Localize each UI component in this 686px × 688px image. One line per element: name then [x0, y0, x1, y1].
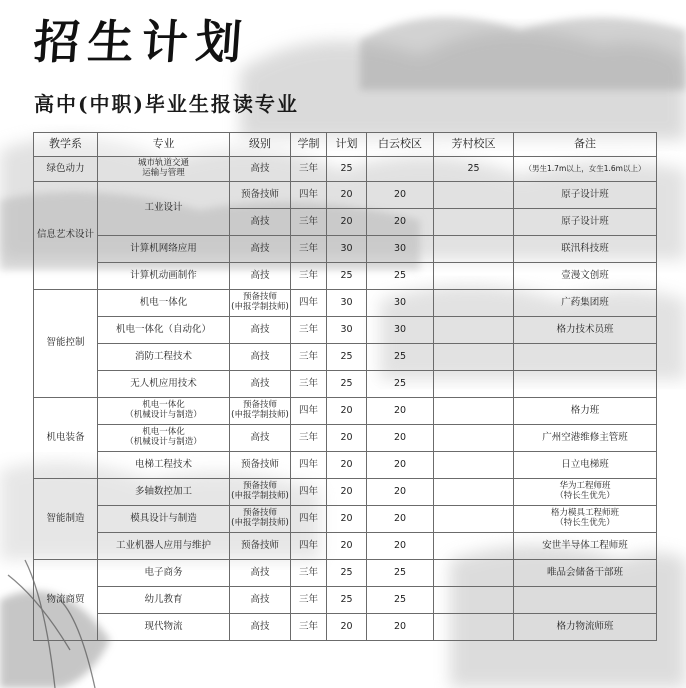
- fangcun-cell: [434, 371, 514, 398]
- table-row: [34, 344, 657, 371]
- page-title: 招生计划: [31, 15, 252, 69]
- baiyun-cell: 25: [367, 587, 434, 614]
- plan-cell: 20: [327, 479, 367, 506]
- table-row: [34, 371, 657, 398]
- major-cell: 多轴数控加工: [98, 479, 230, 506]
- level-cell: 高技: [230, 587, 291, 614]
- fangcun-cell: [434, 317, 514, 344]
- fangcun-cell: [434, 452, 514, 479]
- header-dept: 教学系: [34, 133, 98, 157]
- years-cell: 四年: [291, 290, 327, 317]
- level-cell: 预备技师 (申报学制技师): [230, 398, 291, 425]
- baiyun-cell: 30: [367, 317, 434, 344]
- baiyun-cell: [367, 157, 434, 182]
- table-row: [34, 533, 657, 560]
- note-cell: 日立电梯班: [514, 452, 657, 479]
- years-cell: 三年: [291, 344, 327, 371]
- major-cell: 消防工程技术: [98, 344, 230, 371]
- fangcun-cell: [434, 506, 514, 533]
- level-cell: 高技: [230, 236, 291, 263]
- plan-cell: 20: [327, 506, 367, 533]
- header-fangcun: 芳村校区: [434, 133, 514, 157]
- major-cell: 机电一体化 （机械设计与制造）: [98, 398, 230, 425]
- fangcun-cell: [434, 533, 514, 560]
- plan-cell: 20: [327, 209, 367, 236]
- level-cell: 高技: [230, 614, 291, 641]
- years-cell: 四年: [291, 182, 327, 209]
- fangcun-cell: [434, 560, 514, 587]
- years-cell: 四年: [291, 533, 327, 560]
- plan-cell: 20: [327, 452, 367, 479]
- major-cell: 机电一体化: [98, 290, 230, 317]
- note-cell: 壹漫文创班: [514, 263, 657, 290]
- note-cell: [514, 587, 657, 614]
- header-years: 学制: [291, 133, 327, 157]
- note-cell: 联汛科技班: [514, 236, 657, 263]
- table-row: [34, 157, 657, 182]
- major-cell: 工业机器人应用与维护: [98, 533, 230, 560]
- years-cell: 四年: [291, 452, 327, 479]
- table-row: [34, 182, 657, 209]
- plan-cell: 20: [327, 614, 367, 641]
- baiyun-cell: 20: [367, 182, 434, 209]
- table-header-row: [34, 133, 657, 157]
- baiyun-cell: 20: [367, 533, 434, 560]
- major-cell: 机电一体化（自动化）: [98, 317, 230, 344]
- fangcun-cell: [434, 344, 514, 371]
- header-baiyun: 白云校区: [367, 133, 434, 157]
- baiyun-cell: 25: [367, 560, 434, 587]
- fangcun-cell: [434, 614, 514, 641]
- page-subtitle: 高中(中职)毕业生报读专业: [34, 92, 299, 116]
- table-row: [34, 560, 657, 587]
- years-cell: 三年: [291, 157, 327, 182]
- fangcun-cell: [434, 263, 514, 290]
- years-cell: 三年: [291, 209, 327, 236]
- note-cell: 格力物流师班: [514, 614, 657, 641]
- major-cell: 工业设计: [98, 182, 230, 236]
- years-cell: 四年: [291, 479, 327, 506]
- level-cell: 高技: [230, 209, 291, 236]
- level-cell: 高技: [230, 157, 291, 182]
- level-cell: 预备技师 (申报学制技师): [230, 479, 291, 506]
- level-cell: 预备技师 (申报学制技师): [230, 290, 291, 317]
- note-cell: 原子设计班: [514, 182, 657, 209]
- plan-cell: 25: [327, 157, 367, 182]
- baiyun-cell: 20: [367, 614, 434, 641]
- fangcun-cell: [434, 398, 514, 425]
- major-cell: 电子商务: [98, 560, 230, 587]
- table-row: [34, 263, 657, 290]
- years-cell: 三年: [291, 236, 327, 263]
- enrollment-plan-table: [33, 132, 657, 641]
- plan-cell: 25: [327, 263, 367, 290]
- dept-cell: 机电装备: [34, 398, 98, 479]
- table-row: [34, 398, 657, 425]
- major-cell: 城市轨道交通 运输与管理: [98, 157, 230, 182]
- note-cell: 华为工程师班 （特长生优先）: [514, 479, 657, 506]
- plan-cell: 25: [327, 371, 367, 398]
- dept-cell: 智能制造: [34, 479, 98, 560]
- table-row: [34, 479, 657, 506]
- header-major: 专业: [98, 133, 230, 157]
- fangcun-cell: [434, 479, 514, 506]
- level-cell: 高技: [230, 560, 291, 587]
- baiyun-cell: 25: [367, 371, 434, 398]
- years-cell: 三年: [291, 317, 327, 344]
- level-cell: 高技: [230, 371, 291, 398]
- note-cell: 广州空港维修主管班: [514, 425, 657, 452]
- note-cell: [514, 371, 657, 398]
- baiyun-cell: 25: [367, 263, 434, 290]
- years-cell: 四年: [291, 506, 327, 533]
- plan-cell: 20: [327, 533, 367, 560]
- note-cell: 格力技术员班: [514, 317, 657, 344]
- baiyun-cell: 30: [367, 236, 434, 263]
- table-row: [34, 317, 657, 344]
- dept-cell: 智能控制: [34, 290, 98, 398]
- note-cell: [514, 344, 657, 371]
- note-cell: 广药集团班: [514, 290, 657, 317]
- major-cell: 现代物流: [98, 614, 230, 641]
- level-cell: 高技: [230, 317, 291, 344]
- major-cell: 电梯工程技术: [98, 452, 230, 479]
- plan-cell: 25: [327, 587, 367, 614]
- years-cell: 四年: [291, 398, 327, 425]
- major-cell: 无人机应用技术: [98, 371, 230, 398]
- level-cell: 高技: [230, 263, 291, 290]
- fangcun-cell: [434, 236, 514, 263]
- table-row: [34, 452, 657, 479]
- header-plan: 计划: [327, 133, 367, 157]
- major-cell: 机电一体化 （机械设计与制造）: [98, 425, 230, 452]
- baiyun-cell: 30: [367, 290, 434, 317]
- fangcun-cell: [434, 290, 514, 317]
- table-row: [34, 587, 657, 614]
- baiyun-cell: 25: [367, 344, 434, 371]
- fangcun-cell: [434, 182, 514, 209]
- years-cell: 三年: [291, 614, 327, 641]
- baiyun-cell: 20: [367, 209, 434, 236]
- level-cell: 高技: [230, 425, 291, 452]
- fangcun-cell: [434, 587, 514, 614]
- fangcun-cell: 25: [434, 157, 514, 182]
- fangcun-cell: [434, 209, 514, 236]
- table-row: [34, 425, 657, 452]
- table-row: [34, 506, 657, 533]
- header-level: 级别: [230, 133, 291, 157]
- note-cell: 格力班: [514, 398, 657, 425]
- note-cell: 格力模具工程师班 （特长生优先）: [514, 506, 657, 533]
- major-cell: 计算机网络应用: [98, 236, 230, 263]
- table-row: [34, 290, 657, 317]
- level-cell: 预备技师 (申报学制技师): [230, 506, 291, 533]
- baiyun-cell: 20: [367, 452, 434, 479]
- level-cell: 预备技师: [230, 182, 291, 209]
- plan-cell: 20: [327, 425, 367, 452]
- dept-cell: 物流商贸: [34, 560, 98, 641]
- dept-cell: 信息艺术设计: [34, 182, 98, 290]
- level-cell: 预备技师: [230, 533, 291, 560]
- baiyun-cell: 20: [367, 506, 434, 533]
- fangcun-cell: [434, 425, 514, 452]
- plan-cell: 25: [327, 344, 367, 371]
- baiyun-cell: 20: [367, 425, 434, 452]
- years-cell: 三年: [291, 371, 327, 398]
- note-cell: 原子设计班: [514, 209, 657, 236]
- major-cell: 模具设计与制造: [98, 506, 230, 533]
- years-cell: 三年: [291, 263, 327, 290]
- table-row: [34, 614, 657, 641]
- plan-cell: 20: [327, 182, 367, 209]
- major-cell: 幼儿教育: [98, 587, 230, 614]
- baiyun-cell: 20: [367, 398, 434, 425]
- level-cell: 高技: [230, 344, 291, 371]
- plan-cell: 30: [327, 290, 367, 317]
- note-cell: 唯品会储备干部班: [514, 560, 657, 587]
- plan-cell: 25: [327, 560, 367, 587]
- level-cell: 预备技师: [230, 452, 291, 479]
- years-cell: 三年: [291, 560, 327, 587]
- plan-cell: 30: [327, 317, 367, 344]
- plan-cell: 20: [327, 398, 367, 425]
- note-cell: （男生1.7m以上，女生1.6m以上）: [514, 157, 657, 182]
- baiyun-cell: 20: [367, 479, 434, 506]
- table-row: [34, 236, 657, 263]
- dept-cell: 绿色动力: [34, 157, 98, 182]
- header-note: 备注: [514, 133, 657, 157]
- years-cell: 三年: [291, 425, 327, 452]
- note-cell: 安世半导体工程师班: [514, 533, 657, 560]
- plan-cell: 30: [327, 236, 367, 263]
- years-cell: 三年: [291, 587, 327, 614]
- major-cell: 计算机动画制作: [98, 263, 230, 290]
